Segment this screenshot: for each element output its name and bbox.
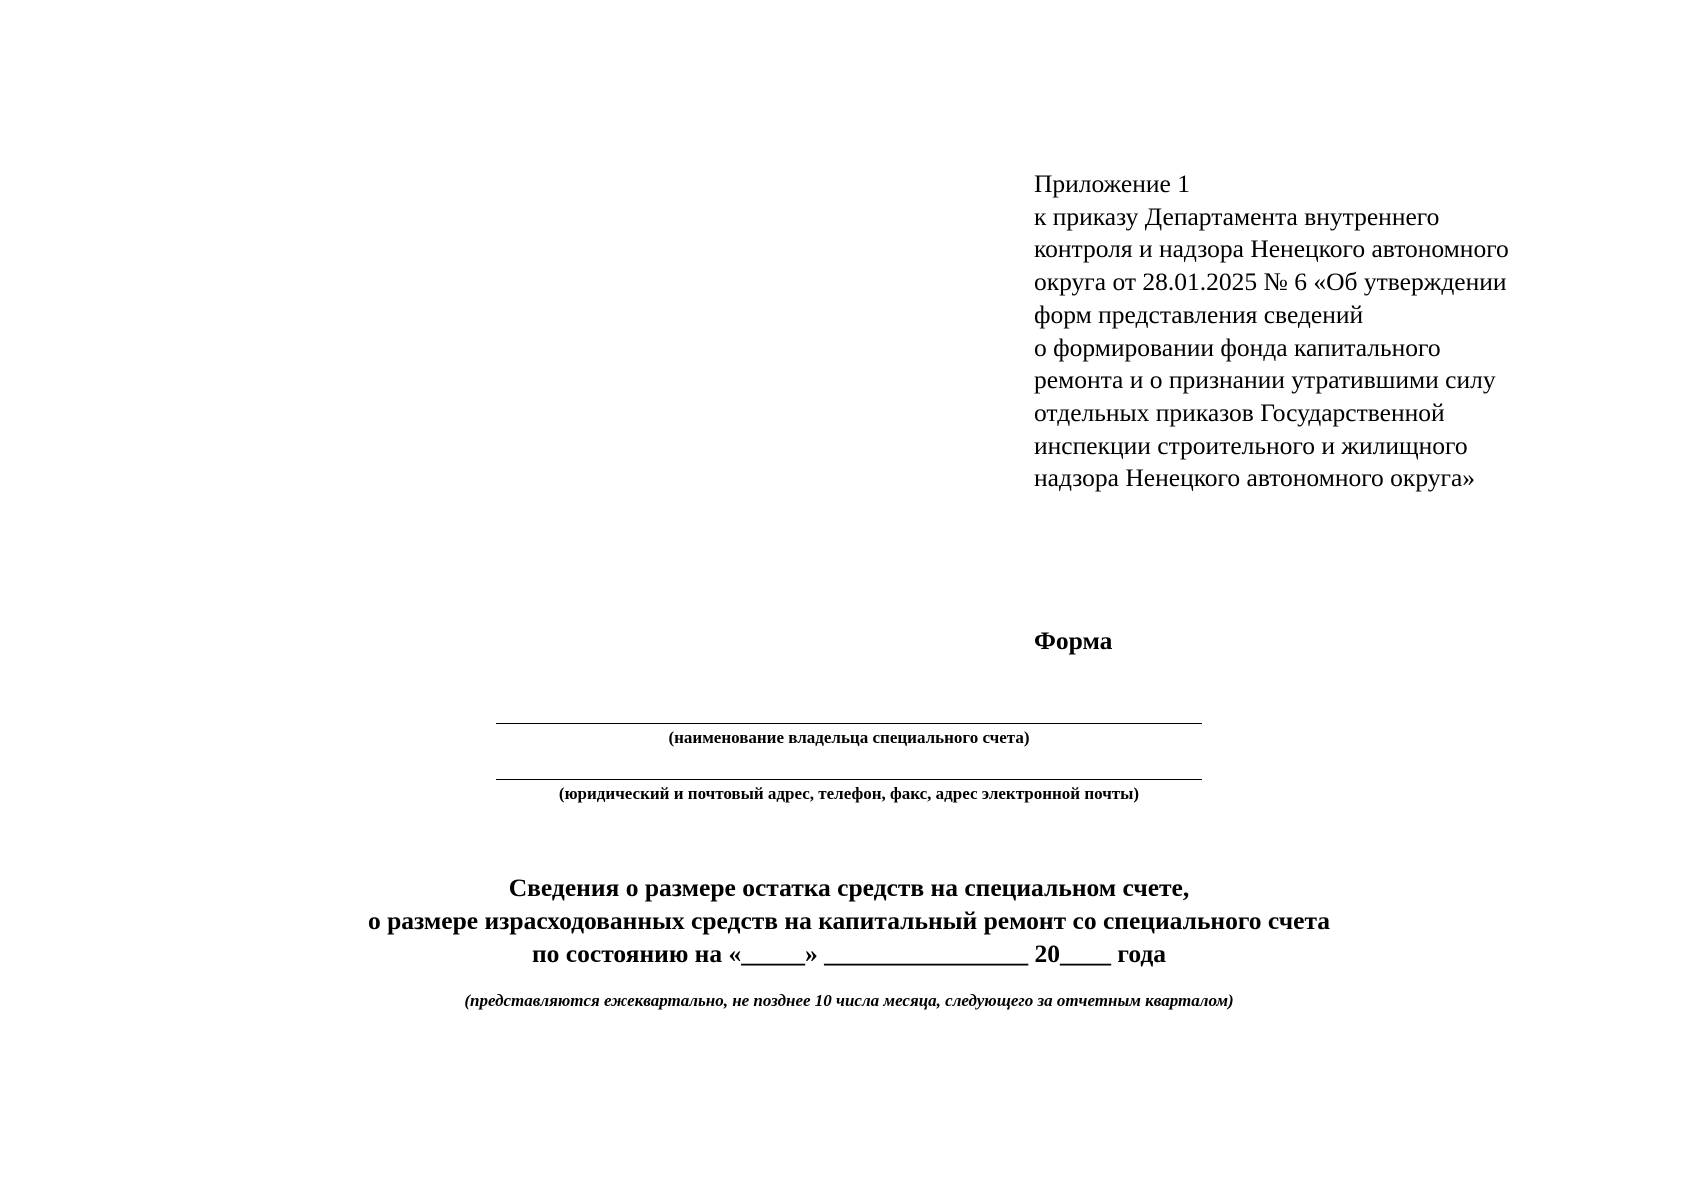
appendix-line: о формировании фонда капитального (1034, 332, 1441, 362)
title-line-2: о размере израсходованных средств на капитальный ремонт со специального счета (367, 906, 1331, 935)
title-line-1: Сведения о размере остатка средств на специальном счете, (508, 873, 1190, 902)
title-line-3: по состоянию на «_____» ________________ 20____ года (531, 939, 1166, 968)
address-field (496, 779, 1202, 804)
appendix-line: контроля и надзора Ненецкого автономного (1034, 234, 1509, 264)
address-caption: (юридический и почтовый адрес, телефон, факс, адрес электронной почты) (558, 784, 1140, 803)
appendix-line: к приказу Департамента внутреннего (1034, 201, 1440, 231)
appendix-line: округа от 28.01.2025 № 6 «Об утверждении (1034, 267, 1507, 297)
appendix-line: инспекции строительного и жилищного (1034, 430, 1468, 460)
appendix-header (1034, 168, 1634, 495)
appendix-line: ремонта и о признании утратившими силу (1034, 365, 1496, 395)
owner-name-caption: (наименование владельца специального счета) (668, 728, 1030, 747)
owner-name-field (496, 723, 1202, 748)
appendix-line: форм представления сведений (1034, 299, 1364, 329)
document-title (0, 871, 1698, 970)
appendix-line: отдельных приказов Государственной (1034, 397, 1445, 427)
appendix-line: Приложение 1 (1034, 169, 1190, 198)
appendix-line: надзора Ненецкого автономного округа» (1034, 463, 1476, 493)
submission-note: (представляются ежеквартально, не позднее 10 числа месяца, следующего за отчетным кварталом) (464, 991, 1234, 1010)
form-label: Форма (1034, 626, 1113, 655)
